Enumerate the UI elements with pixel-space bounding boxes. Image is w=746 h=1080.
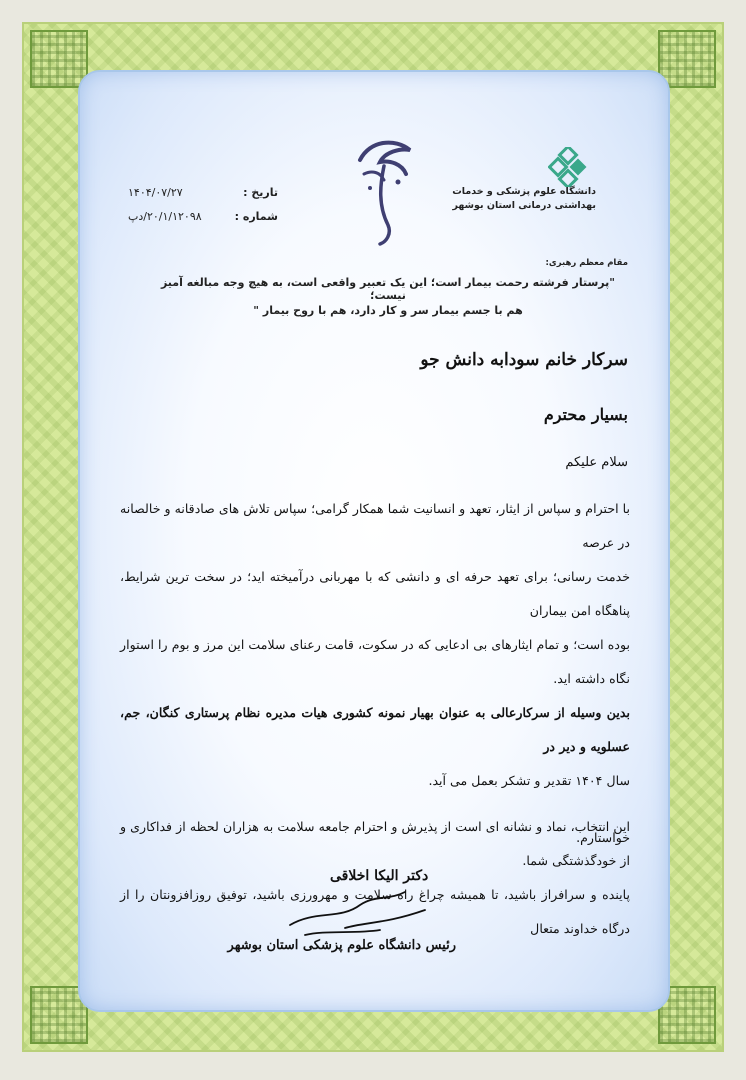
closing-line: خواستارم. xyxy=(576,830,630,845)
number-label: شماره : xyxy=(234,209,278,223)
body-line: خدمت رسانی؛ برای تعهد حرفه ای و دانشی که با مهربانی درآمیخته اید؛ در سخت ترین شرایط، پناهگاه امن بیماران xyxy=(120,569,630,618)
bismillah-calligraphy-icon xyxy=(350,130,420,250)
university-name-line2: بهداشتی درمانی استان بوشهر xyxy=(452,200,596,211)
quote-attribution: مقام معظم رهبری: xyxy=(545,258,628,268)
body-line: پاینده و سرافراز باشید، تا همیشه چراغ راه سلامت و مهرورزی باشید، توفیق روزافزونتان را از درگاه خداوند متعال xyxy=(120,887,630,936)
signatory-name: دکتر الیکا اخلاقی xyxy=(330,868,429,884)
number-row xyxy=(128,204,278,228)
date-value: ۱۴۰۴/۰۷/۲۷ xyxy=(128,185,183,199)
university-name xyxy=(426,185,596,213)
number-value: ۲۰/۱/۱۲۰۹۸/دپ xyxy=(128,209,202,223)
date-row xyxy=(128,180,278,204)
corner-ornament-top-left xyxy=(30,30,88,88)
quote-line-2: هم با جسم بیمار سر و کار دارد، هم با روح بیمار " xyxy=(253,304,523,317)
recipient-name: سرکار خانم سودابه دانش جو xyxy=(420,350,628,370)
salutation: بسیار محترم xyxy=(543,405,628,424)
greeting: سلام علیکم xyxy=(565,455,628,470)
body-line: بوده است؛ و تمام ایثارهای بی ادعایی که در سکوت، قامت رعنای سلامت این مرز و بوم را استوار نگاه داشته اید. xyxy=(120,637,630,686)
date-number-block xyxy=(128,180,278,228)
university-name-line1: دانشگاه علوم پزشکی و خدمات xyxy=(452,186,596,197)
body-line: این انتخاب، نماد و نشانه ای است از پذیرش و احترام جامعه سلامت به هزاران لحظه از فداکاری و از خودگذشتگی شما. xyxy=(120,819,630,868)
corner-ornament-top-right xyxy=(658,30,716,88)
body-line-highlight: بدین وسیله از سرکارعالی به عنوان بهیار نمونه کشوری هیات مدیره نظام پرستاری کنگان، جم، عسلویه و دیر در xyxy=(120,705,630,754)
date-label: تاریخ : xyxy=(243,185,278,199)
university-logo-icon xyxy=(548,147,588,187)
body-line: سال ۱۴۰۴ تقدیر و تشکر بعمل می آید. xyxy=(428,773,630,788)
quote-line-1: "پرستار فرشته رحمت بیمار است؛ این یک تعبیر واقعی است، به هیچ وجه مبالغه آمیز نیست؛ xyxy=(160,276,616,302)
handwritten-signature-icon xyxy=(285,880,435,940)
signatory-title: رئیس دانشگاه علوم پزشکی استان بوشهر xyxy=(227,938,456,953)
body-line: با احترام و سپاس از ایثار، تعهد و انسانیت شما همکار گرامی؛ سپاس تلاش های صادقانه و خالصانه در عرصه xyxy=(120,501,630,550)
